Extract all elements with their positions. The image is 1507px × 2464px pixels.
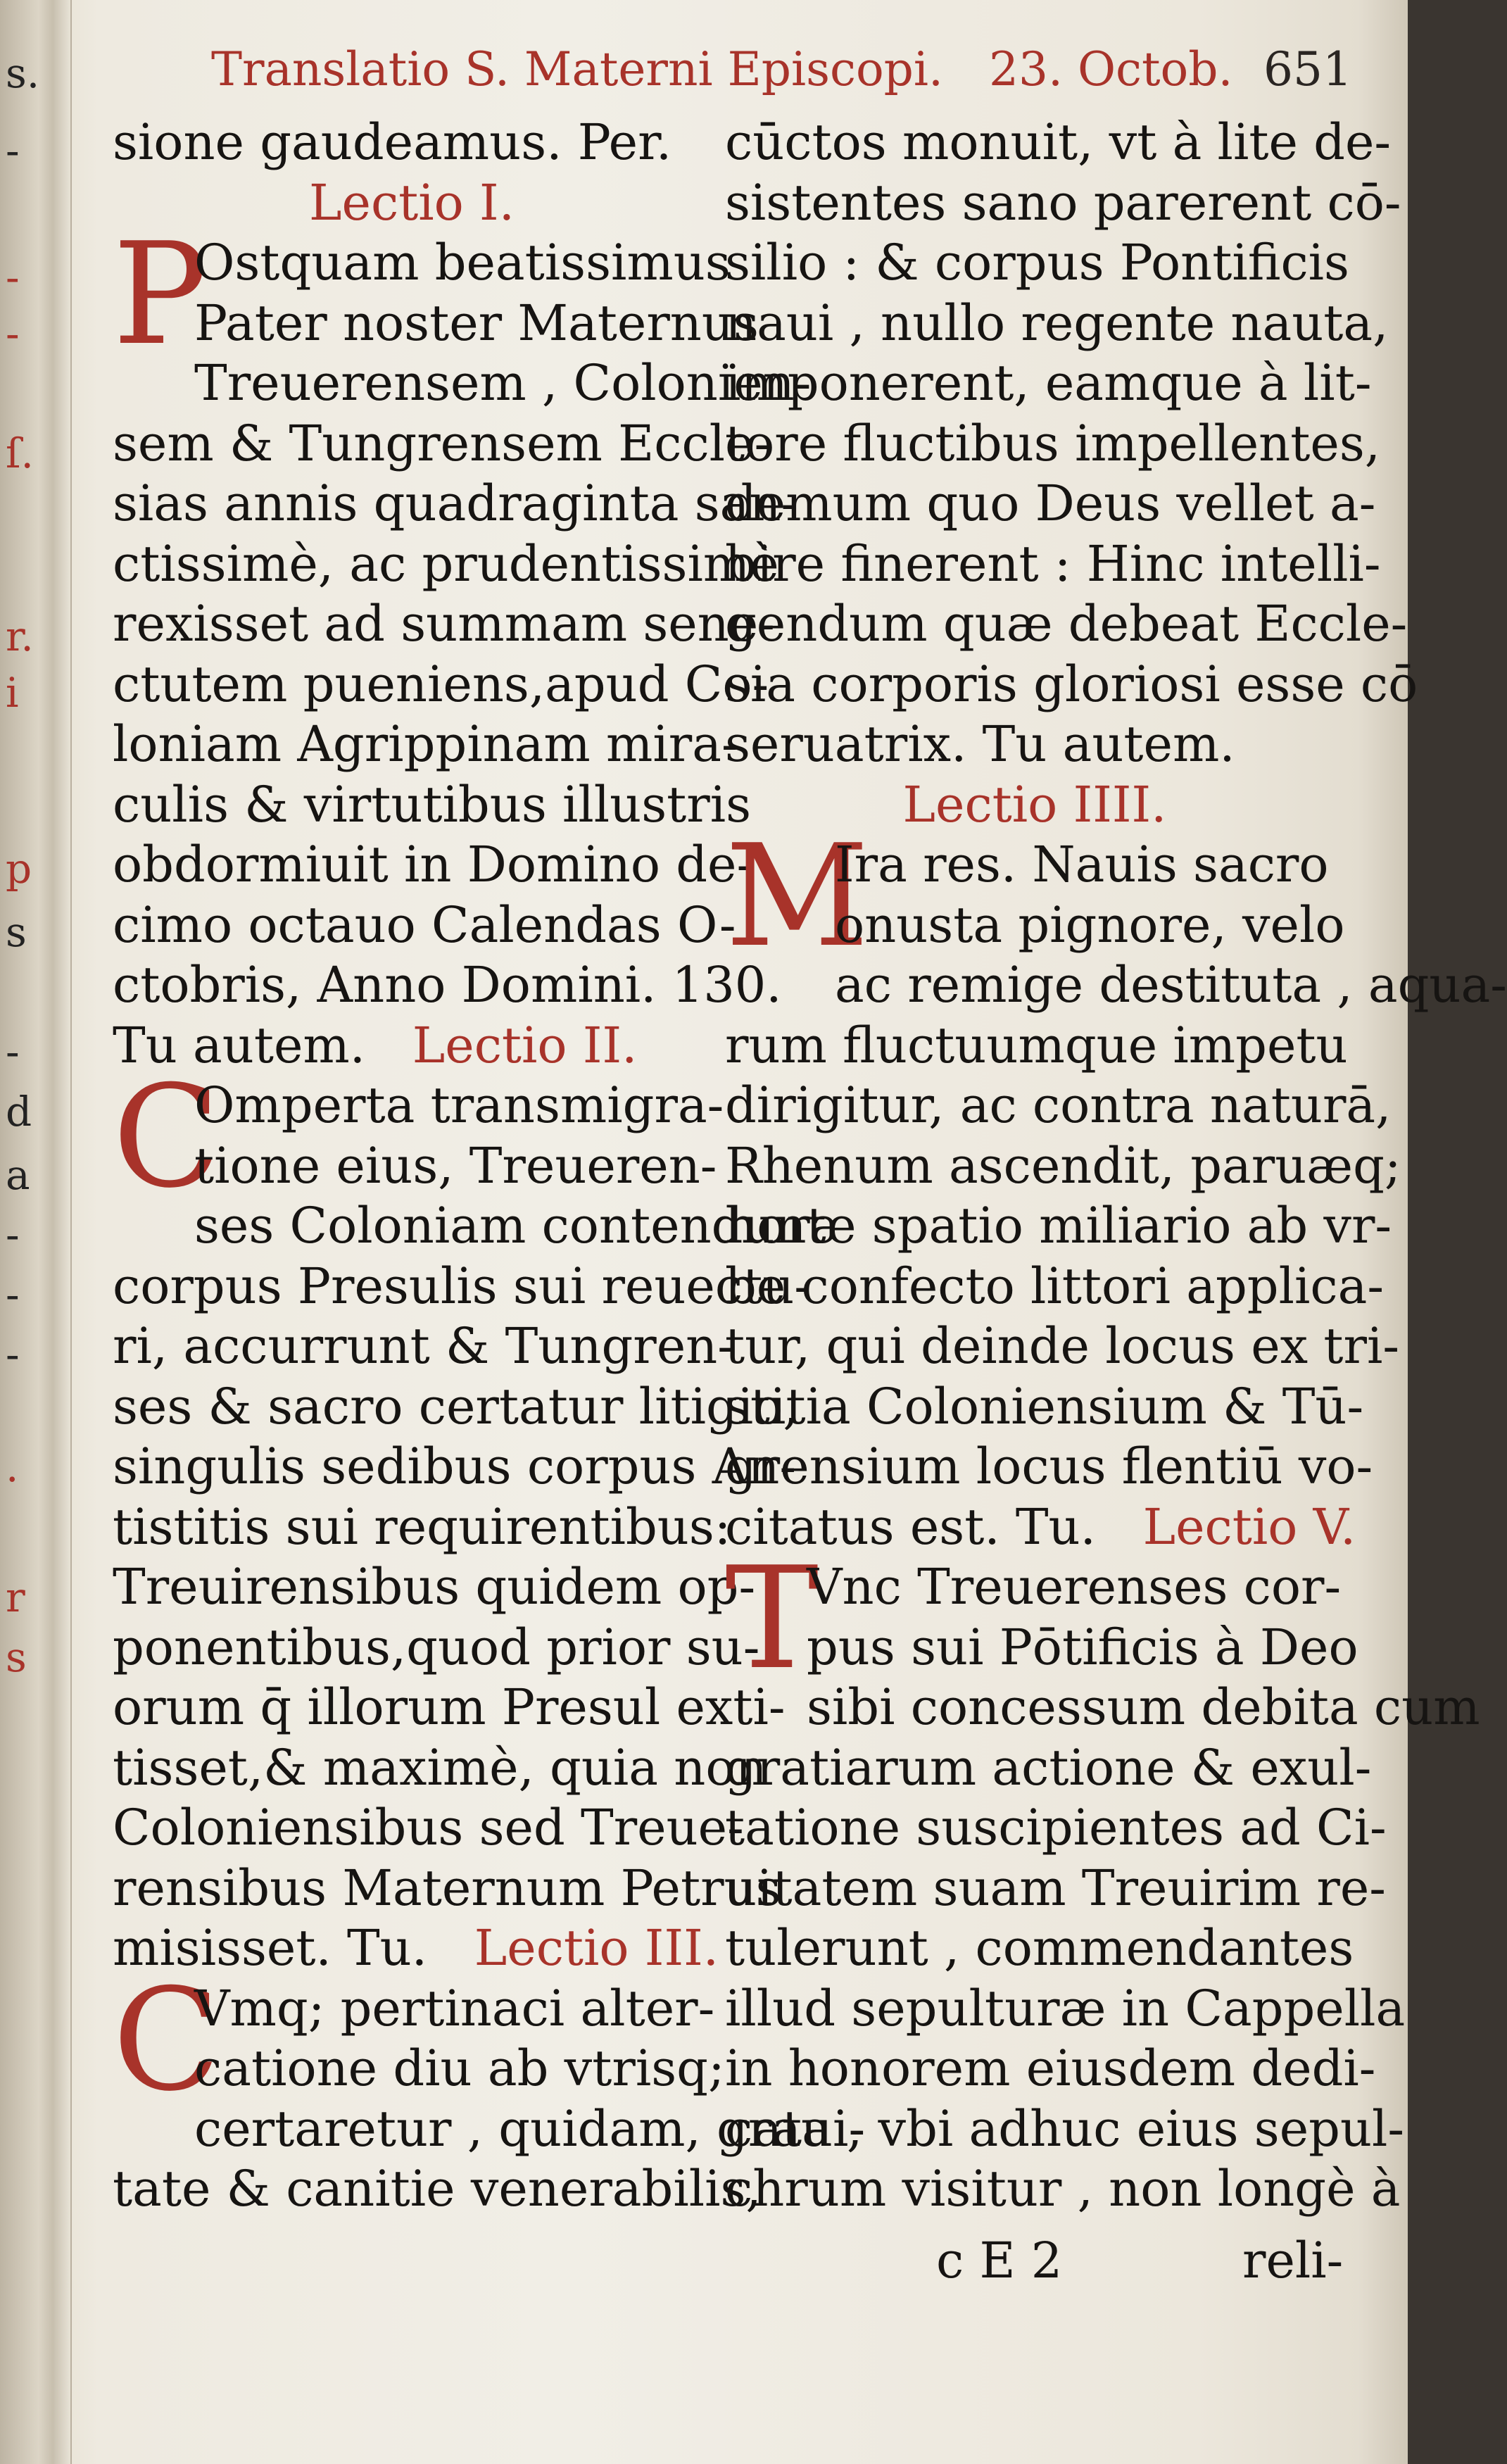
text-line: ponentibus,quod prior su-: [113, 1618, 760, 1676]
text-line: tatione suscipientes ad Ci-: [725, 1799, 1387, 1856]
drop-cap: C: [113, 1055, 221, 1219]
text-line: tione eius, Treueren-: [194, 1136, 717, 1195]
text-line: gratiarum actione & exul-: [725, 1738, 1372, 1797]
text-line: Rhenum ascendit, paruæq;: [725, 1136, 1401, 1195]
facing-page-edge: [0, 0, 72, 2464]
text-line: cimo octauo Calendas O-: [113, 895, 736, 954]
text-line: Coloniensibus sed Treue-: [113, 1799, 744, 1856]
text-line: culis & virtutibus illustris: [113, 775, 752, 834]
text-line: uitatem suam Treuirim re-: [725, 1859, 1386, 1917]
text-line: [113, 1918, 719, 1979]
text-line: loniam Agrippinam mira-: [113, 715, 738, 773]
lectio-heading: Lectio II.: [412, 1016, 638, 1074]
text-line: in honorem eiusdem dedi-: [725, 2039, 1376, 2097]
text-line: Vmq; pertinaci alter-: [194, 1979, 715, 2037]
text-line: onusta pignore, velo: [835, 895, 1345, 954]
text-line: singulis sedibus corpus An-: [113, 1438, 797, 1495]
text-line: tore fluctibus impellentes,: [725, 414, 1380, 472]
drop-cap: T: [725, 1537, 819, 1701]
text-line: chrum visitur , non longè à: [725, 2160, 1401, 2218]
lectio-heading: Lectio V.: [1142, 1497, 1356, 1556]
text-line: ctissimè, ac prudentissimè: [113, 534, 779, 593]
text-line: Omperta transmigra-: [194, 1076, 724, 1134]
gutter-mark: a: [6, 1151, 30, 1199]
text-line: tisset,& maximè, quia non: [113, 1738, 767, 1797]
gutter-mark: s: [6, 908, 27, 956]
running-title: Translatio S. Materni Episcopi.: [211, 42, 944, 96]
text-line: ctobris, Anno Domini. 130.: [113, 956, 782, 1014]
text-line: orum q̄ illorum Presul exti-: [113, 1678, 786, 1736]
left-column: [113, 113, 866, 2220]
gutter-mark: ſ.: [6, 429, 34, 477]
text-line: sistentes sano parerent cō-: [725, 173, 1401, 232]
text-line: silio : & corpus Pontificis: [725, 234, 1349, 291]
text-line: certaretur , quidam, graui-: [194, 2099, 866, 2158]
text-line: sem & Tungrensem Eccle-: [113, 414, 771, 472]
text-line: catione diu ab vtrisq;: [194, 2039, 725, 2097]
text-line: illud sepulturæ in Cappella: [725, 1979, 1406, 2037]
text-line: rexisset ad summam sene-: [113, 595, 775, 653]
gutter-mark: s.: [6, 49, 40, 97]
text-line: tate & canitie venerabilis,: [113, 2160, 762, 2218]
catchword: reli-: [1242, 2232, 1344, 2289]
text-line: grensium locus flentiū vo-: [725, 1438, 1373, 1495]
text-line: tur, qui deinde locus ex tri-: [725, 1317, 1399, 1375]
text-span: Tu autem.: [113, 1016, 366, 1074]
text-line: bire finerent : Hinc intelli-: [725, 534, 1381, 593]
text-line: ses Coloniam contendunt: [194, 1197, 826, 1255]
gutter-mark: -: [6, 1271, 20, 1319]
running-head: [211, 42, 1351, 113]
text-line: corpus Presulis sui reuectu-: [113, 1257, 811, 1315]
text-line: Treuerensem , Colonien-: [194, 354, 812, 412]
gutter-mark: r: [6, 1573, 25, 1621]
gutter-mark: i: [6, 669, 19, 717]
signature-mark: c E 2: [936, 2232, 1063, 2289]
text-line: seruatrix. Tu autem.: [725, 715, 1235, 773]
text-line: rum fluctuumque impetu: [725, 1016, 1348, 1074]
text-line: naui , nullo regente nauta,: [725, 294, 1389, 352]
gutter-mark: -: [6, 310, 20, 358]
text-line: ri, accurrunt & Tungren-: [113, 1317, 734, 1375]
text-line: pus sui Pōtificis à Deo: [807, 1618, 1358, 1676]
text-line: Ostquam beatissimus: [194, 234, 731, 291]
text-line: obdormiuit in Domino de-: [113, 836, 754, 893]
text-span: misisset. Tu.: [113, 1919, 428, 1977]
lectio-heading: Lectio IIII.: [902, 775, 1167, 834]
text-line: [725, 1497, 1356, 1558]
gutter-mark: -: [6, 127, 20, 175]
text-line: tulerunt , commendantes: [725, 1919, 1354, 1977]
gutter-mark: p: [6, 845, 32, 893]
text-line: cata , vbi adhuc eius sepul-: [725, 2099, 1405, 2158]
text-line: stitia Coloniensium & Tū-: [725, 1377, 1364, 1435]
gutter-mark: -: [6, 253, 20, 301]
text-line: be confecto littori applica-: [725, 1257, 1384, 1315]
text-line: sia corporis gloriosi esse cō: [725, 655, 1418, 713]
gutter-mark: -: [6, 1331, 20, 1378]
text-line: sione gaudeamus. Per.: [113, 113, 672, 171]
text-line: demum quo Deus vellet a-: [725, 474, 1376, 532]
text-line: horæ spatio miliario ab vr-: [725, 1197, 1392, 1255]
gutter-mark: -: [6, 1028, 20, 1076]
text-line: ses & sacro certatur litigio,: [113, 1377, 799, 1435]
text-line: tistitis sui requirentibus:: [113, 1497, 731, 1556]
gutter-mark: d: [6, 1088, 32, 1136]
gutter-mark: -: [6, 1211, 20, 1259]
text-line: ac remige destituta , aqua-: [835, 956, 1507, 1014]
text-span: citatus est. Tu.: [725, 1497, 1096, 1556]
gutter-mark: r.: [6, 612, 34, 660]
drop-cap: C: [113, 1958, 221, 2123]
feast-date: 23. Octob.: [989, 42, 1233, 96]
page-number: 651: [1263, 42, 1352, 96]
lectio-heading: Lectio III.: [474, 1919, 719, 1977]
text-line: imponerent, eamque à lit-: [725, 354, 1372, 412]
lectio-heading: Lectio I.: [309, 173, 515, 232]
text-line: Treuirensibus quidem op-: [113, 1558, 756, 1616]
text-line: Pater noster Maternus: [194, 294, 759, 352]
drop-cap: M: [725, 815, 869, 979]
gutter-mark: .: [6, 1443, 19, 1491]
text-line: Vnc Treuerenses cor-: [807, 1558, 1342, 1616]
text-line: Ira res. Nauis sacro: [835, 836, 1329, 893]
drop-cap: P: [113, 213, 208, 377]
text-line: sias annis quadraginta san-: [113, 474, 798, 532]
right-column: [725, 113, 1507, 2220]
text-line: cūctos monuit, vt à lite de-: [725, 113, 1392, 171]
text-line: rensibus Maternum Petrus: [113, 1859, 781, 1917]
gutter-mark: s: [6, 1633, 27, 1681]
text-line: gendum quæ debeat Eccle-: [725, 595, 1408, 653]
text-line: sibi concessum debita cum: [807, 1678, 1480, 1736]
text-line: [113, 1016, 711, 1076]
text-line: dirigitur, ac contra naturā,: [725, 1076, 1392, 1134]
text-line: ctutem pueniens,apud Co-: [113, 655, 769, 713]
